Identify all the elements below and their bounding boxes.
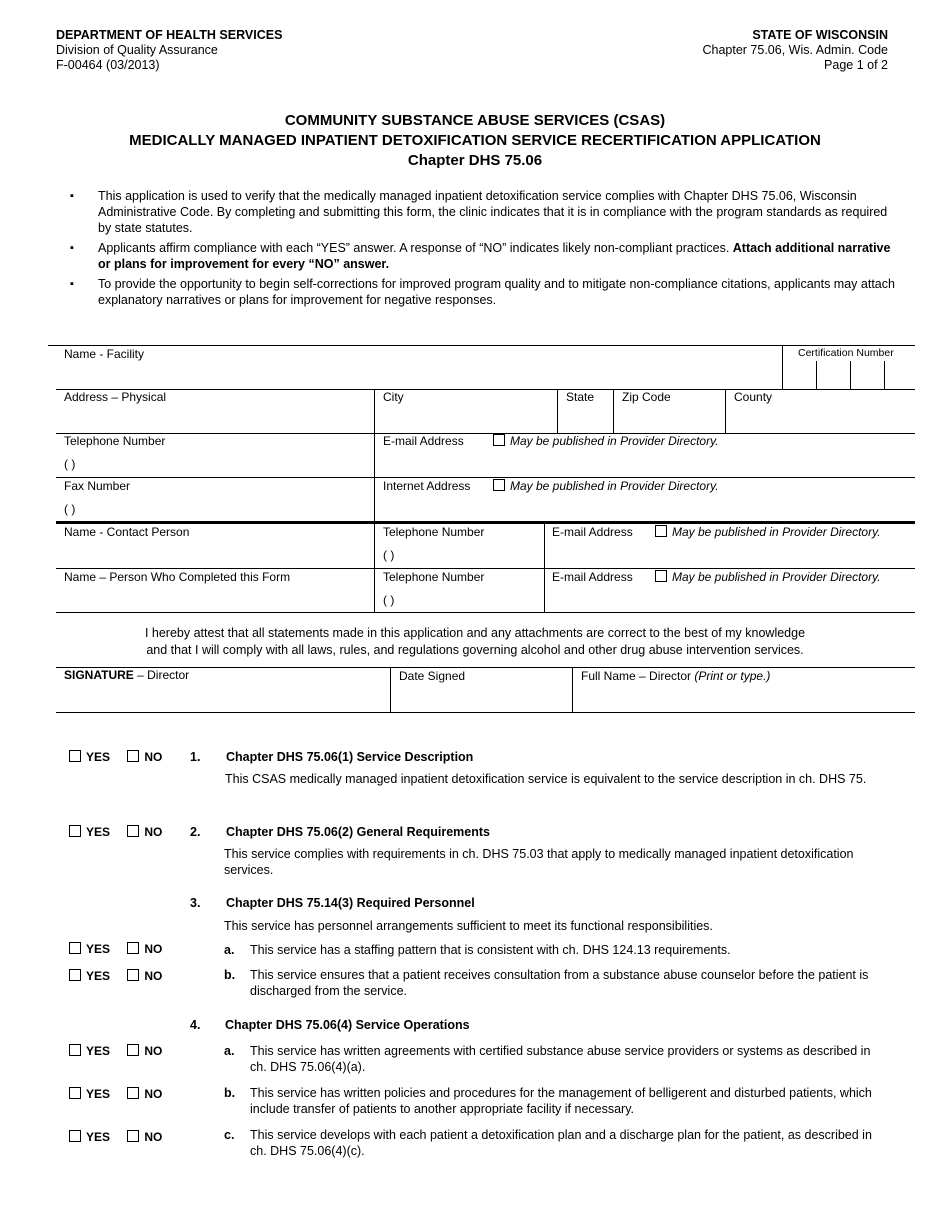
signature-field[interactable]: SIGNATURE – Director (64, 668, 190, 682)
completed-phone-paren: ( ) (383, 593, 395, 607)
internet-field[interactable]: Internet Address (383, 479, 471, 493)
row-divider (56, 568, 915, 569)
contact-phone-paren: ( ) (383, 548, 395, 562)
address-field[interactable]: Address – Physical (64, 390, 167, 404)
row-divider (56, 612, 915, 613)
question-number: 1. (190, 750, 201, 764)
row-divider (56, 712, 915, 713)
instruction-item: ▪ Applicants affirm compliance with each “YES” answer. A response of “NO” indicates likely non-compliant practices. Attach additional narrative or plans for improvement for every “NO” answer. (70, 241, 891, 271)
header-left (56, 28, 282, 73)
question-number: 3. (190, 896, 201, 910)
cert-box-line (782, 345, 783, 389)
division-name: Division of Quality Assurance (56, 43, 218, 57)
publish-completed-option[interactable]: May be published in Provider Directory. (655, 570, 881, 584)
row-divider-thick (56, 521, 915, 524)
contact-person-field[interactable]: Name - Contact Person (64, 525, 190, 539)
attestation-statement: I hereby attest that all statements made in this application and any attachments are correct to the best of my knowledge and that I will comply with all laws, rules, and regulations governing alcohol and other drug abuse intervention services. (144, 626, 806, 657)
sub-question: a. This service has a staffing pattern that is consistent with ch. DHS 124.13 requirements. (224, 943, 731, 957)
no-checkbox[interactable]: NO (127, 750, 162, 764)
instructions-list (70, 188, 900, 312)
completed-email-field[interactable]: E-mail Address (552, 570, 633, 584)
completed-telephone-field[interactable]: Telephone Number (383, 570, 485, 584)
no-checkbox[interactable]: NO (127, 825, 162, 839)
contact-email-field[interactable]: E-mail Address (552, 525, 633, 539)
fax-field[interactable]: Fax Number (64, 479, 131, 493)
col-divider (557, 389, 558, 433)
yes-checkbox[interactable]: YES (69, 942, 110, 956)
cert-box-line (816, 361, 817, 389)
title-line-2: MEDICALLY MANAGED INPATIENT DETOXIFICATION SERVICE RECERTIFICATION APPLICATION (129, 132, 821, 149)
email-field[interactable]: E-mail Address (383, 434, 464, 448)
publish-checkbox[interactable] (493, 479, 505, 491)
question-number: 2. (190, 825, 201, 839)
no-checkbox[interactable]: NO (127, 1130, 162, 1144)
telephone-field[interactable]: Telephone Number (64, 434, 166, 448)
question-text: This CSAS medically managed inpatient detoxification service is equivalent to the service description in ch. DHS 75. (225, 772, 867, 786)
row-divider (56, 433, 915, 434)
title-line-1: COMMUNITY SUBSTANCE ABUSE SERVICES (CSAS) (284, 112, 666, 129)
page-number: Page 1 of 2 (824, 58, 888, 72)
admin-code: Chapter 75.06, Wis. Admin. Code (702, 43, 888, 57)
title-line-3: Chapter DHS 75.06 (407, 152, 543, 169)
cert-box-line (884, 361, 885, 389)
state-name: STATE OF WISCONSIN (752, 28, 888, 42)
question-title: Chapter DHS 75.06(4) Service Operations (225, 1018, 470, 1032)
publish-checkbox[interactable] (493, 434, 505, 446)
q4c-yes-no (69, 1130, 162, 1144)
header-right (702, 28, 888, 73)
department-name: DEPARTMENT OF HEALTH SERVICES (56, 28, 283, 42)
col-divider (390, 667, 391, 712)
publish-checkbox[interactable] (655, 570, 667, 582)
city-field[interactable]: City (383, 390, 404, 404)
cert-box-line (850, 361, 851, 389)
completed-by-field[interactable]: Name – Person Who Completed this Form (64, 570, 291, 584)
q2-yes-no (69, 825, 162, 839)
col-divider (544, 524, 545, 612)
col-divider (374, 524, 375, 612)
q3b-yes-no (69, 969, 162, 983)
row-divider (56, 477, 915, 478)
col-divider (613, 389, 614, 433)
publish-internet-option[interactable]: May be published in Provider Directory. (493, 479, 719, 493)
q4b-yes-no (69, 1087, 162, 1101)
question-title: Chapter DHS 75.06(2) General Requirements (226, 825, 490, 839)
yes-checkbox[interactable]: YES (69, 1130, 110, 1144)
q1-yes-no (69, 750, 162, 764)
county-field[interactable]: County (734, 390, 773, 404)
question-text: This service complies with requirements in ch. DHS 75.03 that apply to medically managed inpatient detoxification services. (224, 847, 854, 877)
col-divider (725, 389, 726, 433)
fax-paren: ( ) (64, 502, 76, 516)
row-divider (56, 389, 915, 390)
yes-checkbox[interactable]: YES (69, 1044, 110, 1058)
no-checkbox[interactable]: NO (127, 1044, 162, 1058)
facility-name-field[interactable]: Name - Facility (64, 347, 145, 361)
instruction-item: ▪ This application is used to verify that the medically managed inpatient detoxification service complies with Chapter DHS 75.06, Wisconsin Administrative Code. By completing and submitting this form, the clinic indicates that it is in compliance with the program standards as required by state statutes. (70, 189, 888, 235)
publish-checkbox[interactable] (655, 525, 667, 537)
col-divider (572, 667, 573, 712)
no-checkbox[interactable]: NO (127, 1087, 162, 1101)
question-text: This service has personnel arrangements sufficient to meet its functional responsibilities. (224, 919, 713, 933)
state-field[interactable]: State (566, 390, 595, 404)
yes-checkbox[interactable]: YES (69, 750, 110, 764)
question-title: Chapter DHS 75.14(3) Required Personnel (226, 896, 475, 910)
question-title: Chapter DHS 75.06(1) Service Description (226, 750, 474, 764)
phone-paren: ( ) (64, 457, 76, 471)
form-number: F-00464 (03/2013) (56, 58, 160, 72)
sub-question: c. This service develops with each patient a detoxification plan and a discharge plan for the patient, as described in ch. DHS 75.06(4)(c). (224, 1128, 872, 1158)
sub-question: a. This service has written agreements with certified substance abuse service providers or systems as described in ch. DHS 75.06(4)(a). (224, 1044, 871, 1074)
form-top-border (48, 345, 915, 346)
publish-contact-option[interactable]: May be published in Provider Directory. (655, 525, 881, 539)
cert-number-field[interactable]: Certification Number (798, 347, 894, 359)
director-fullname-field[interactable]: Full Name – Director (Print or type.) (581, 669, 771, 683)
instruction-item: ▪ To provide the opportunity to begin self-corrections for improved program quality and to mitigate non-compliance citations, applicants may attach explanatory narratives or plans for improvement for negative responses. (70, 277, 895, 307)
yes-checkbox[interactable]: YES (69, 825, 110, 839)
zip-field[interactable]: Zip Code (622, 390, 671, 404)
no-checkbox[interactable]: NO (127, 969, 162, 983)
yes-checkbox[interactable]: YES (69, 969, 110, 983)
date-signed-field[interactable]: Date Signed (399, 669, 466, 683)
sub-question: b. This service has written policies and procedures for the management of belligerent and disturbed patients, which include transfer of patients to another appropriate facility if necessary. (224, 1086, 872, 1116)
no-checkbox[interactable]: NO (127, 942, 162, 956)
col-divider (374, 389, 375, 521)
q3a-yes-no (69, 942, 162, 956)
sub-question: b. This service ensures that a patient receives consultation from a substance abuse counselor before the patient is discharged from the service. (224, 968, 869, 998)
publish-email-option[interactable]: May be published in Provider Directory. (493, 434, 719, 448)
q4a-yes-no (69, 1044, 162, 1058)
contact-telephone-field[interactable]: Telephone Number (383, 525, 485, 539)
question-number: 4. (190, 1018, 201, 1032)
yes-checkbox[interactable]: YES (69, 1087, 110, 1101)
